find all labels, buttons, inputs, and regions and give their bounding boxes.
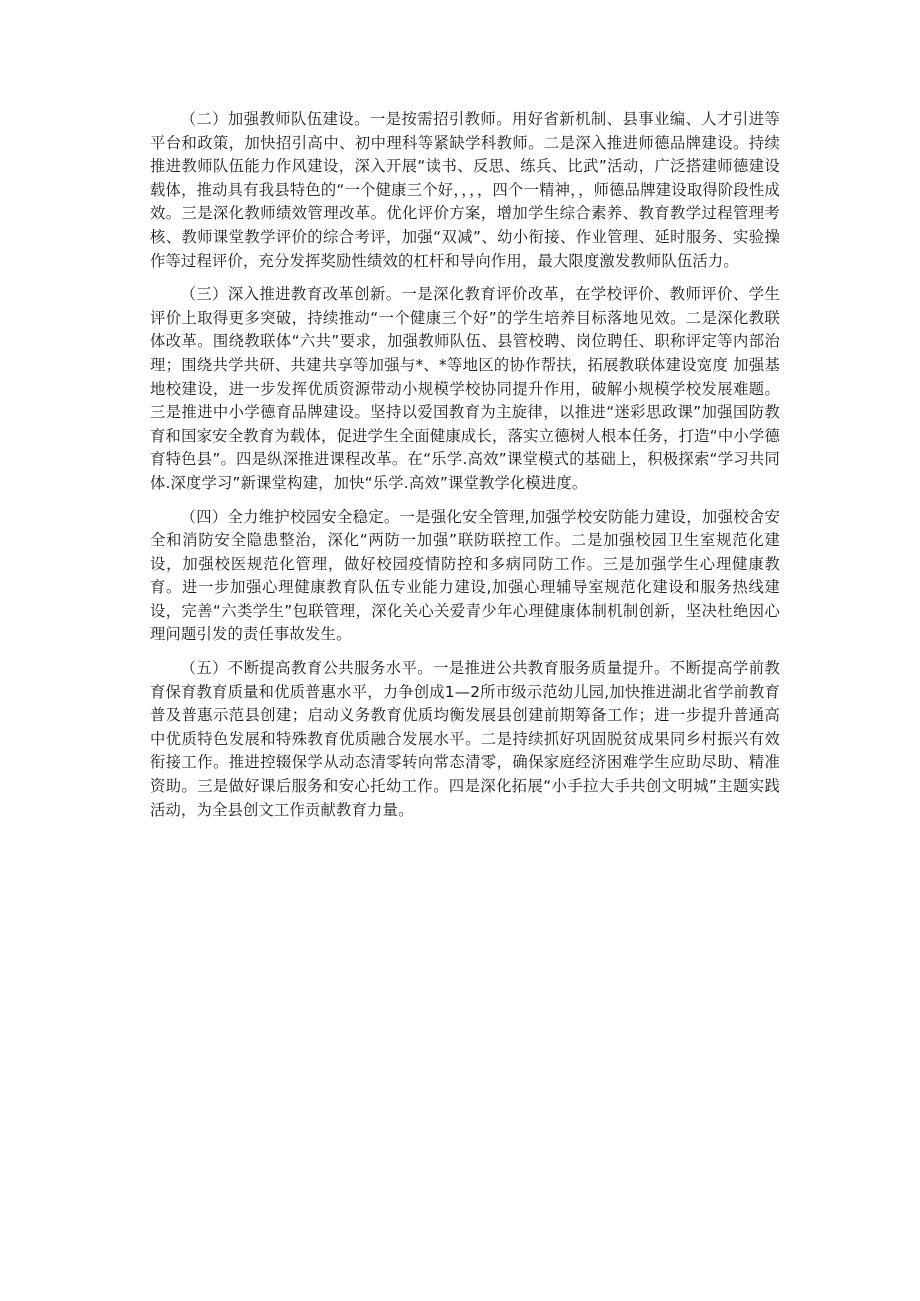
paragraph-education-reform: （三）深入推进教育改革创新。一是深化教育评价改革，在学校评价、教师评价、学生评价上取得更多突破，持续推动“一个健康三个好”的学生培养目标落地见效。二是深化教联体改革。围绕教联体“六共”要求，加强教师队伍、县管校聘、岗位聘任、职称评定等内部治理；围绕共学共研、共建共享等加强与*、*等地区的协作帮扶，拓展教联体建设宽度 加强基地校建设，进一步发挥优质资源带动小规模学校协同提升作用，破解小规模学校发展难题。三是推进中小学德育品牌建设。坚持以爱国教育为主旋律，以推进“迷彩思政课”加强国防教育和国家安全教育为载体，促进学生全面健康成长，落实立德树人根本任务，打造“中小学德育特色县”。四是纵深推进课程改革。在“乐学.高效”课堂模式的基础上，积极探索“学习共同体.深度学习”新课堂构建，加快“乐学.高效”课堂教学化模进度。 xyxy=(150,285,780,492)
document-body xyxy=(150,108,780,832)
paragraph-campus-safety: （四）全力维护校园安全稳定。一是强化安全管理,加强学校安防能力建设，加强校舍安全和消防安全隐患整治，深化“两防一加强”联防联控工作。二是加强校园卫生室规范化建设，加强校医规范化管理，做好校园疫情防控和多病同防工作。三是加强学生心理健康教育。进一步加强心理健康教育队伍专业能力建设,加强心理辅导室规范化建设和服务热线建设，完善“六类学生”包联管理，深化关心关爱青少年心理健康体制机制创新，坚决杜绝因心理问题引发的责任事故发生。 xyxy=(150,507,780,644)
paragraph-teacher-team: （二）加强教师队伍建设。一是按需招引教师。用好省新机制、县事业编、人才引进等平台和政策，加快招引高中、初中理科等紧缺学科教师。二是深入推进师德品牌建设。持续推进教师队伍能力作风建设，深入开展“读书、反思、练兵、比武”活动，广泛搭建师德建设载体，推动具有我县特色的“一个健康三个好，，，，四个一精神，，师德品牌建设取得阶段性成效。三是深化教师绩效管理改革。优化评价方案，增加学生综合素养、教育教学过程管理考核、教师课堂教学评价的综合考评，加强“双减”、幼小衔接、作业管理、延时服务、实验操作等过程评价，充分发挥奖励性绩效的杠杆和导向作用，最大限度激发教师队伍活力。 xyxy=(150,110,780,270)
paragraph-public-service: （五）不断提高教育公共服务水平。一是推进公共教育服务质量提升。不断提高学前教育保育教育质量和优质普惠水平，力争创成1—2所市级示范幼儿园,加快推进湖北省学前教育普及普惠示范县创建；启动义务教育优质均衡发展县创建前期筹备工作；进一步提升普通高中优质特色发展和特殊教育优质融合发展水平。二是持续抓好巩固脱贫成果同乡村振兴有效衔接工作。推进控辍保学从动态清零转向常态清零，确保家庭经济困难学生应助尽助、精准资助。三是做好课后服务和安心托幼工作。四是深化拓展“小手拉大手共创文明城”主题实践活动，为全县创文工作贡献教育力量。 xyxy=(150,659,780,819)
